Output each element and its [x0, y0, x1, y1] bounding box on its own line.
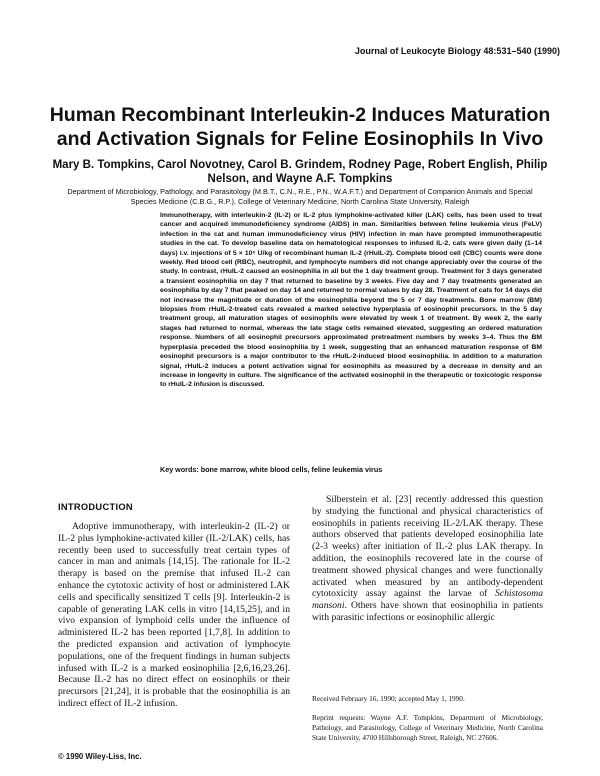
author-list: Mary B. Tompkins, Carol Novotney, Carol B. Grindem, Rodney Page, Robert English, Philip Nelson, and Wayne A.F. Tompkins — [52, 159, 548, 185]
abstract: Immunotherapy, with interleukin-2 (IL-2) or IL-2 plus lymphokine-activated killer (LAK) cells, has been used to treat cancer and acquired immunodeficiency syndrome (AIDS) in man. Similarities between feline leukemia virus (FeLV) infection in the cat and human immunodeficiency virus (HIV) infection in man have prompted immunotherapeutic studies in the cat. To develop baseline data on hematological responses to infused IL-2, cats were given daily (1–14 days) i.v. injections of 5 × 10⁵ U/kg of recombinant human IL-2 (rHuIL-2). Complete blood cell (CBC) counts were done weekly. Red blood cell (RBC), neutrophil, and lymphocyte numbers did not change appreciably over the course of the study. In contrast, rHuIL-2 caused an eosinophilia in all but the 1 day treatment group. Treatment for 3 days generated a transient eosinophilia on day 7 that returned to baseline by 3 weeks. Five day and 7 day treatments generated an eosinophilia by day 7 that peaked on day 14 and returned to normal values by day 28. Treatment of cats for 14 days did not increase the magnitude or duration of the eosinophilia beyond the 5 or 7 day treatments. Bone marrow (BM) biopsies from rHuIL-2-treated cats revealed a marked selective hyperplasia of eosinophil precursors. In the 5 day treatment group, all maturation stages of eosinophils were elevated by week 1 of treatment. By week 2, the early stages had returned to normal, whereas the late stage cells remained elevated, suggesting an ordered maturation response. Numbers of all eosinophil precursors approximated pretreatment numbers by weeks 3–4. Thus the BM hyperplasia preceded the blood eosinophilia by 1 week, suggesting that an enhanced maturation response of BM eosinophil precursors is a major contributor to the rHuIL-2-induced blood eosinophilia. In addition to a maturation signal, rHuIL-2 induces a potent activation signal for eosinophils as measured by a decrease in density and an increase in longevity in culture. The significance of the activated eosinophil in the therapeutic or toxicologic response to rHuIL-2 infusion is discussed. — [160, 212, 542, 389]
introduction-left-column: Adoptive immunotherapy, with interleukin-2 (IL-2) or IL-2 plus lymphokine-activated killer (IL-2/LAK) cells, has recently been used to successfully treat certain types of cancer in man and animals [14,15]. The rationale for IL-2 therapy is based on the premise that infused IL-2 can enhance the cytotoxic activity of host or administered LAK cells and specifically sensitized T cells [9]. Interleukin-2 is capable of generating LAK cells in vitro [14,15,25], and in vivo expansion of lymphoid cells under the influence of administered IL-2 has been reported [1,7,8]. In addition to the predicted expansion and activation of lymphocyte populations, one of the frequent findings in human subjects infused with IL-2 is a marked eosinophilia [2,6,16,23,26]. Because IL-2 has no direct effect on eosinophils or their precursors [21,24], it is probable that the eosinophilia is an indirect effect of IL-2 infusion. — [58, 521, 290, 709]
intro-right-text-1: Silberstein et al. [23] recently addressed this question by studying the functional and physical characteristics of eosinophils in patients receiving IL-2/LAK therapy. These authors observed that patients developed eosinophilia late (2-3 weeks) after initiation of IL-2 plus LAK therapy. In addition, the eosinophils recovered late in the course of treatment showed physical changes and were functionally activated when measured by an antibody-dependent cytotoxicity assay against the larvae of — [312, 494, 543, 600]
species-name: Schistosoma mansoni — [312, 588, 543, 612]
intro-right-text-2: . Others have shown that eosinophilia in patients with parasitic infections or eosinophilic allergic — [312, 600, 543, 623]
reprint-requests: Reprint requests: Wayne A.F. Tompkins, Department of Microbiology, Pathology, and Parasitology, College of Veterinary Medicine, North Carolina State University, 4700 Hillsborough Street, Raleigh, NC 27606. — [312, 713, 543, 742]
section-heading-introduction: INTRODUCTION — [58, 502, 133, 512]
journal-reference: Journal of Leukocyte Biology 48:531–540 (1990) — [354, 46, 560, 56]
copyright-notice: © 1990 Wiley-Liss, Inc. — [58, 752, 142, 761]
received-date: Received February 16, 1990; accepted May 1, 1990. — [312, 694, 465, 703]
affiliation: Department of Microbiology, Pathology, and Parasitology (M.B.T., C.N., R.E., P.N., W.A.F.T.) and Department of Companion Animals and Special Species Medicine (C.B.G., R.P.), College of Veterinary Medicine, North Carolina State University, Raleigh — [67, 187, 533, 206]
introduction-right-column — [312, 494, 543, 624]
paper-title: Human Recombinant Interleukin-2 Induces Maturation and Activation Signals for Feline Eosinophils In Vivo — [49, 104, 551, 150]
keywords: Key words: bone marrow, white blood cells, feline leukemia virus — [160, 465, 383, 474]
